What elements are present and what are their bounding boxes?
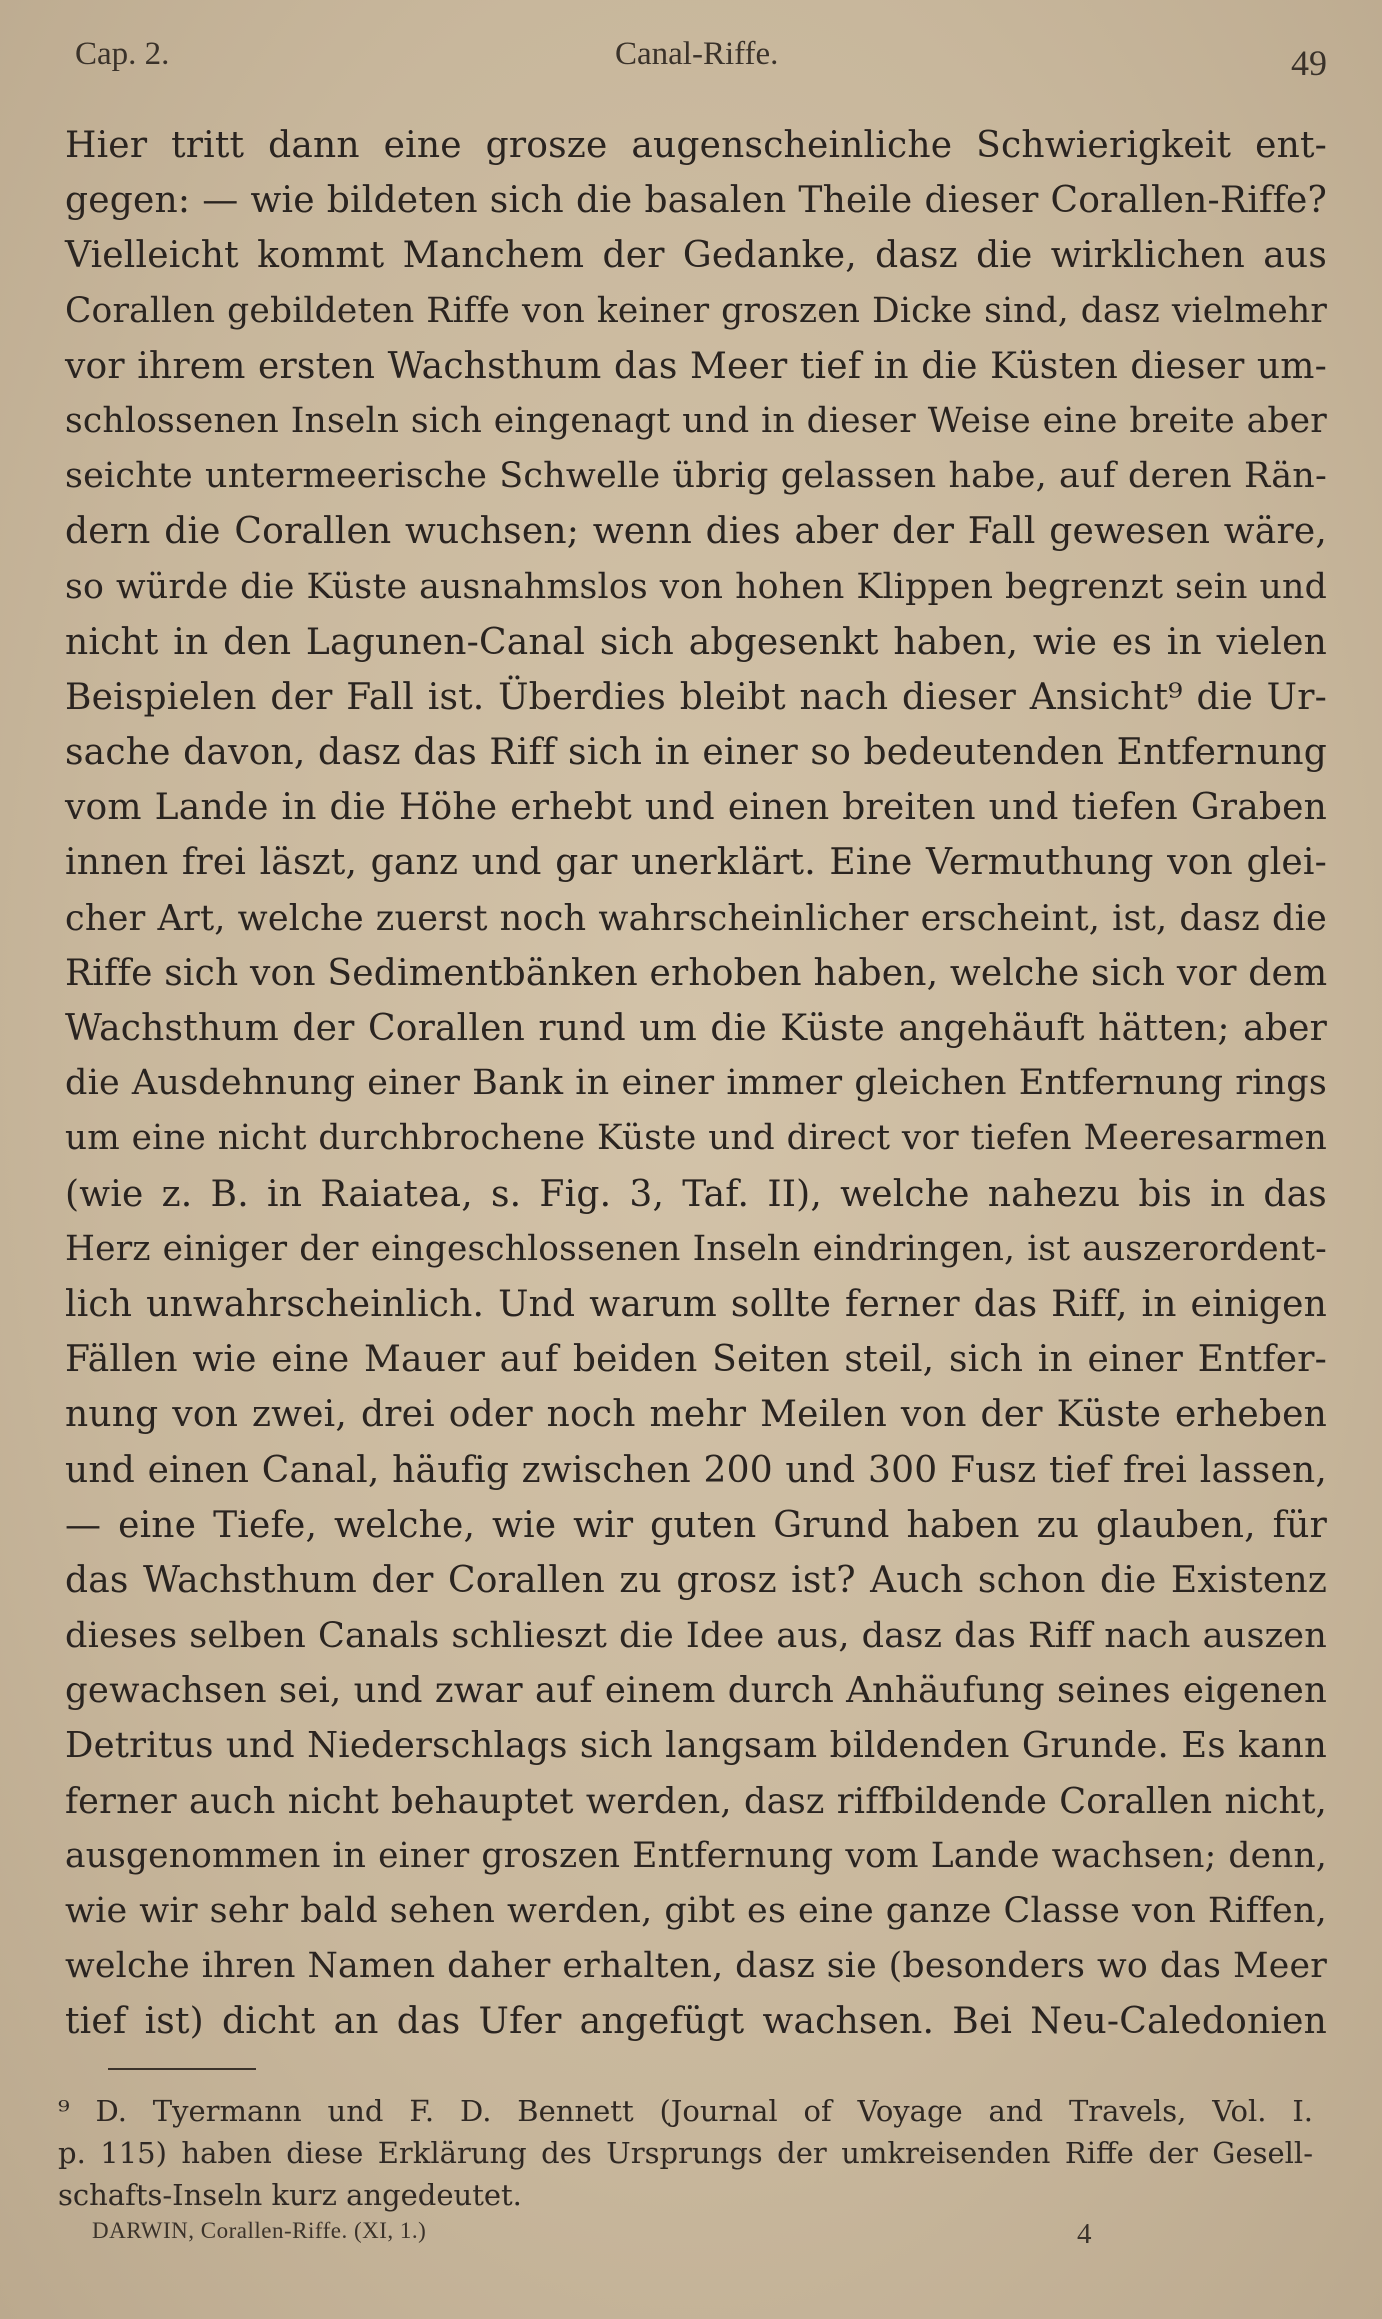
section-title: Canal-Riffe. bbox=[615, 36, 779, 72]
footnote bbox=[58, 2090, 1313, 2216]
page-number: 49 bbox=[1291, 43, 1327, 83]
text-line: Corallen gebildeten Riffe von keiner groszen Dicke sind, dasz vielmehr bbox=[65, 290, 1327, 331]
text-line: nicht in den Lagunen-Canal sich abgesenkt haben, wie es in vielen bbox=[65, 621, 1327, 663]
text-line: und einen Canal, häufig zwischen 200 und 300 Fusz tief frei lassen, bbox=[65, 1449, 1327, 1491]
text-line: um eine nicht durchbrochene Küste und direct vor tiefen Meeresarmen bbox=[65, 1118, 1327, 1159]
text-line: nung von zwei, drei oder noch mehr Meilen von der Küste erheben bbox=[65, 1394, 1327, 1436]
text-line: sache davon, dasz das Riff sich in einer so bedeutenden Entfernung bbox=[65, 732, 1327, 774]
text-line: ausgenommen in einer groszen Entfernung vom Lande wachsen; denn, bbox=[65, 1835, 1327, 1876]
text-line: schlossenen Inseln sich eingenagt und in dieser Weise eine breite aber bbox=[65, 400, 1327, 441]
text-line: so würde die Küste ausnahmslos von hohen Klippen begrenzt sein und bbox=[65, 566, 1327, 607]
printer-signature: DARWIN, Corallen-Riffe. (XI, 1.) bbox=[92, 2218, 427, 2243]
text-line: vom Lande in die Höhe erhebt und einen breiten und tiefen Graben bbox=[65, 787, 1327, 829]
text-line: seichte untermeerische Schwelle übrig gelassen habe, auf deren Rän- bbox=[65, 456, 1327, 497]
text-line: gegen: — wie bildeten sich die basalen Theile dieser Corallen-Riffe? bbox=[65, 180, 1327, 222]
footnote-line: schafts-Inseln kurz angedeutet. bbox=[58, 2178, 522, 2212]
text-line: Fällen wie eine Mauer auf beiden Seiten steil, sich in einer Entfer- bbox=[65, 1339, 1327, 1381]
text-line: Herz einiger der eingeschlossenen Inseln eindringen, ist auszerordent- bbox=[65, 1228, 1327, 1269]
signature-number: 4 bbox=[1077, 2218, 1092, 2250]
text-line: Wachsthum der Corallen rund um die Küste angehäuft hätten; aber bbox=[65, 1008, 1327, 1049]
text-line: welche ihren Namen daher erhalten, dasz sie (besonders wo das Meer bbox=[65, 1946, 1327, 1987]
text-line: Vielleicht kommt Manchem der Gedanke, dasz die wirklichen aus bbox=[65, 235, 1327, 277]
text-line: — eine Tiefe, welche, wie wir guten Grund haben zu glauben, für bbox=[65, 1504, 1327, 1546]
text-line: gewachsen sei, und zwar auf einem durch Anhäufung seines eigenen bbox=[65, 1670, 1327, 1712]
text-line: dieses selben Canals schlieszt die Idee aus, dasz das Riff nach auszen bbox=[65, 1615, 1327, 1657]
text-line: Beispielen der Fall ist. Überdies bleibt nach dieser Ansicht⁹ die Ur- bbox=[65, 676, 1327, 718]
text-line: ferner auch nicht behauptet werden, dasz riffbildende Corallen nicht, bbox=[65, 1780, 1327, 1822]
footnote-line: p. 115) haben diese Erklärung des Ursprungs der umkreisenden Riffe der Gesell- bbox=[58, 2136, 1313, 2170]
text-line: wie wir sehr bald sehen werden, gibt es eine ganze Classe von Riffen, bbox=[65, 1891, 1327, 1931]
chapter-label: Cap. 2. bbox=[75, 36, 170, 72]
text-line: (wie z. B. in Raiatea, s. Fig. 3, Taf. II), welche nahezu bis in das bbox=[65, 1173, 1327, 1215]
body-text bbox=[65, 118, 1327, 2050]
text-line: Hier tritt dann eine grosze augenscheinliche Schwierigkeit ent- bbox=[65, 125, 1327, 166]
running-header bbox=[75, 36, 1327, 86]
text-line: das Wachsthum der Corallen zu grosz ist? Auch schon die Existenz bbox=[65, 1559, 1327, 1601]
text-line: lich unwahrscheinlich. Und warum sollte ferner das Riff, in einigen bbox=[65, 1283, 1327, 1325]
text-line: cher Art, welche zuerst noch wahrscheinlicher erscheint, ist, dasz die bbox=[65, 897, 1327, 939]
footnote-rule bbox=[108, 2068, 256, 2070]
text-line: vor ihrem ersten Wachsthum das Meer tief in die Küsten dieser um- bbox=[65, 345, 1327, 387]
text-line: Riffe sich von Sedimentbänken erhoben haben, welche sich vor dem bbox=[65, 952, 1328, 994]
text-line: Detritus und Niederschlags sich langsam bildenden Grunde. Es kann bbox=[65, 1725, 1327, 1767]
footnote-line: ⁹ D. Tyermann und F. D. Bennett (Journal of Voyage and Travels, Vol. I. bbox=[58, 2094, 1313, 2128]
text-line: innen frei läszt, ganz und gar unerklärt. Eine Vermuthung von glei- bbox=[65, 842, 1327, 884]
text-line: die Ausdehnung einer Bank in einer immer gleichen Entfernung rings bbox=[65, 1063, 1327, 1104]
text-line: tief ist) dicht an das Ufer angefügt wachsen. Bei Neu-Caledonien bbox=[65, 2001, 1327, 2043]
text-line: dern die Corallen wuchsen; wenn dies aber der Fall gewesen wäre, bbox=[65, 511, 1327, 553]
